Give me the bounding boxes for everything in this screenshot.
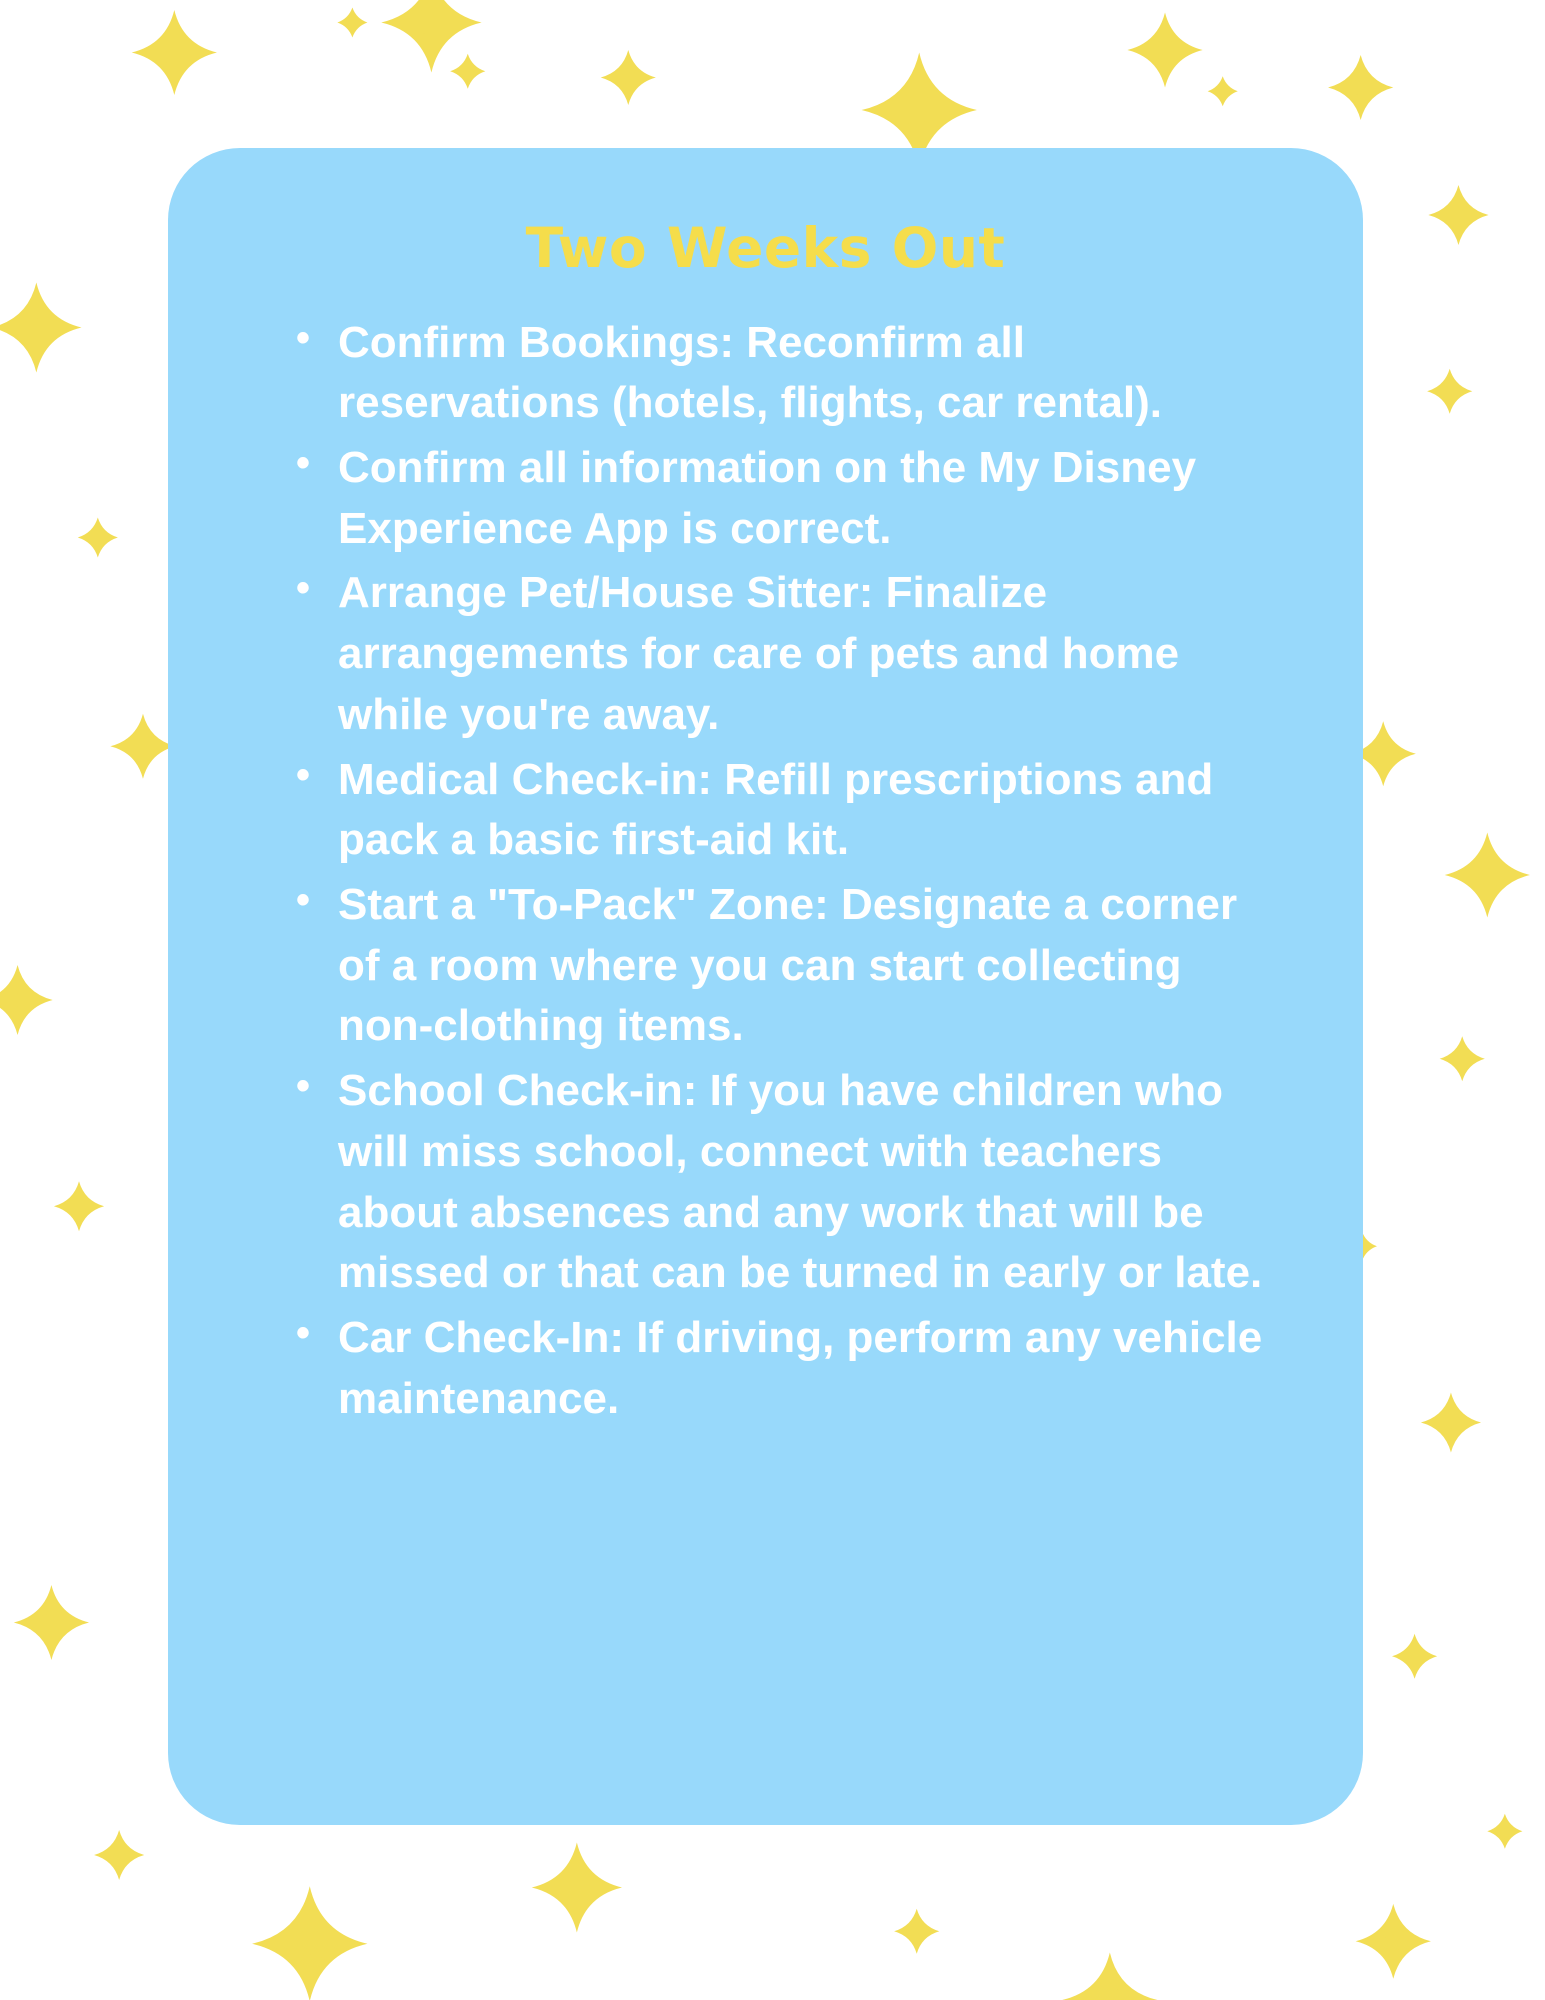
sparkle-icon	[1062, 1953, 1157, 2000]
sparkle-icon	[78, 518, 118, 558]
sparkle-icon	[1127, 13, 1202, 88]
list-item: • Car Check-In: If driving, perform any vehicle maintenance.	[290, 1308, 1263, 1429]
sparkle-icon	[132, 10, 217, 95]
sparkle-icon	[381, 0, 481, 73]
sparkle-icon	[550, 1861, 604, 1914]
sparkle-icon	[54, 1181, 104, 1231]
sparkle-icon	[0, 283, 82, 373]
sparkle-icon	[601, 50, 656, 105]
sparkle-icon	[29, 1600, 74, 1645]
sparkle-icon	[1371, 1919, 1416, 1964]
sparkle-icon	[1487, 1814, 1522, 1849]
sparkle-icon	[1441, 197, 1477, 233]
sparkle-icon	[1440, 1036, 1485, 1081]
sparkle-icon	[885, 76, 954, 144]
sparkle-icon	[1328, 55, 1393, 120]
sparkle-icon	[450, 54, 485, 89]
sparkle-icon	[1462, 850, 1513, 900]
page-title: Two Weeks Out	[525, 216, 1006, 280]
list-item: • Confirm Bookings: Reconfirm all reservations (hotels, flights, car rental).	[290, 313, 1263, 434]
sparkle-icon	[1421, 1393, 1481, 1453]
sparkle-icon	[894, 1909, 939, 1954]
sparkle-icon	[14, 1585, 89, 1660]
sparkle-icon	[110, 714, 175, 779]
sparkle-icon	[402, 0, 462, 52]
sparkle-icon	[1427, 369, 1472, 414]
sparkle-icon	[337, 8, 367, 38]
sparkle-icon	[10, 301, 64, 354]
sparkle-icon	[0, 979, 38, 1021]
sparkle-icon	[94, 1830, 144, 1880]
list-item: • Confirm all information on the My Disney Experience App is correct.	[290, 438, 1263, 559]
sparkle-icon	[612, 61, 645, 94]
sparkle-icon	[1364, 734, 1403, 773]
sparkle-icon	[532, 1843, 622, 1933]
list-item: • Medical Check-in: Refill prescriptions and pack a basic first-aid kit.	[290, 750, 1263, 871]
list-item: • School Check-in: If you have children who will miss school, connect with teachers about absences and any work that will be missed or that can be turned in early or late.	[290, 1061, 1263, 1304]
sparkle-icon	[1356, 1904, 1431, 1979]
sparkle-icon	[1082, 1972, 1139, 2000]
list-item: • Start a "To-Pack" Zone: Designate a corner of a room where you can start collecting non-clothing items.	[290, 875, 1263, 1057]
sparkle-icon	[1208, 76, 1238, 106]
sparkle-icon	[0, 965, 53, 1035]
sparkle-icon	[124, 727, 163, 766]
sparkle-icon	[1445, 833, 1530, 918]
sparkle-icon	[275, 1910, 344, 1978]
sparkle-icon	[1433, 1405, 1469, 1441]
list-item: • Arrange Pet/House Sitter: Finalize arrangements for care of pets and home while you're away.	[290, 563, 1263, 745]
sparkle-icon	[1428, 185, 1488, 245]
checklist-card	[168, 148, 1363, 1825]
sparkle-icon	[1341, 68, 1380, 107]
sparkle-icon	[1143, 28, 1188, 73]
sparkle-icon	[252, 1886, 367, 2000]
sparkle-icon	[149, 27, 200, 77]
sparkle-icon	[1392, 1634, 1437, 1679]
checklist-items	[268, 313, 1263, 1430]
